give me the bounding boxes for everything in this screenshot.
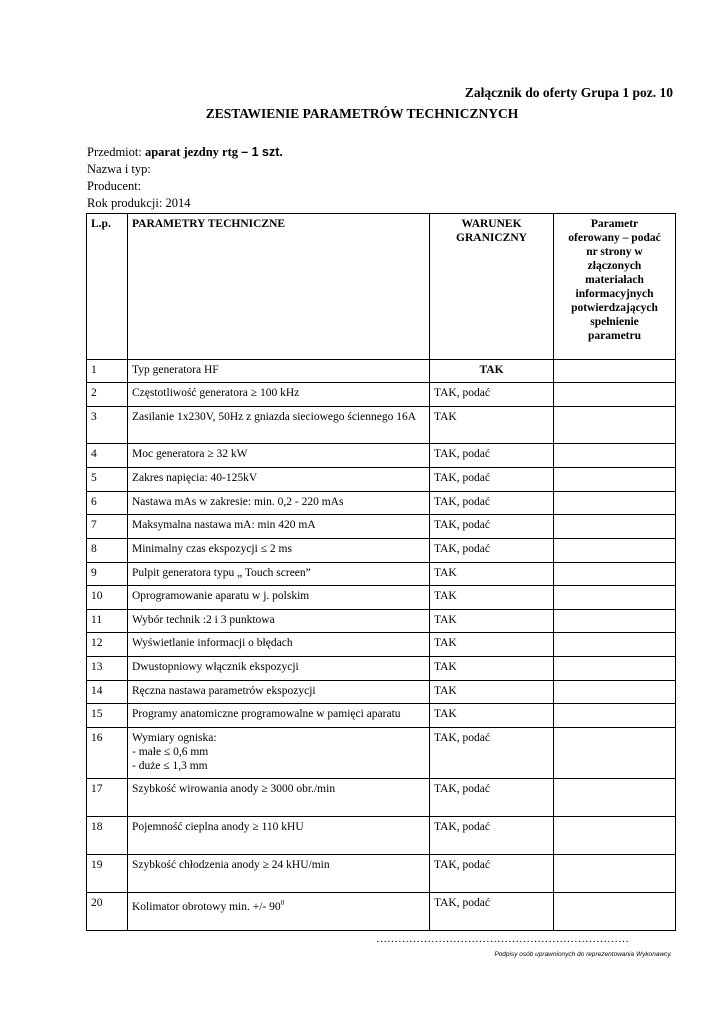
row-number: 4: [87, 444, 128, 468]
header-offered-line: materiałach: [585, 274, 644, 286]
row-condition: TAK: [430, 633, 554, 657]
subject-line: [87, 144, 283, 161]
row-parameter: Oprogramowanie aparatu w j. polskim: [128, 586, 430, 610]
row-number: 8: [87, 539, 128, 563]
row-parameter: Wybór technik :2 i 3 punktowa: [128, 610, 430, 633]
row-number: 13: [87, 657, 128, 681]
row-offered-input[interactable]: [554, 633, 676, 657]
row-parameter: Pulpit generatora typu „ Touch screen”: [128, 563, 430, 586]
row-offered-input[interactable]: [554, 586, 676, 610]
row-condition: TAK, podać: [430, 539, 554, 563]
table-row: [87, 563, 676, 586]
row-offered-input[interactable]: [554, 855, 676, 893]
row-offered-input[interactable]: [554, 893, 676, 931]
table-row: [87, 610, 676, 633]
row-condition: TAK, podać: [430, 468, 554, 492]
row-offered-input[interactable]: [554, 704, 676, 728]
row-condition: TAK, podać: [430, 492, 554, 515]
row-parameter: Szybkość wirowania anody ≥ 3000 obr./min: [128, 779, 430, 817]
row-number: 9: [87, 563, 128, 586]
table-row: [87, 728, 676, 779]
row-parameter: Częstotliwość generatora ≥ 100 kHz: [128, 383, 430, 407]
header-offered-line: spełnienie: [590, 316, 639, 328]
header-offered-line: informacyjnych: [575, 288, 654, 300]
row-offered-input[interactable]: [554, 515, 676, 539]
row-condition: TAK: [430, 407, 554, 444]
row-condition: TAK, podać: [430, 817, 554, 855]
row-parameter: Ręczna nastawa parametrów ekspozycji: [128, 681, 430, 704]
row-number: 16: [87, 728, 128, 779]
table-row: [87, 468, 676, 492]
row-condition: TAK, podać: [430, 444, 554, 468]
row-parameter: Typ generatora HF: [128, 360, 430, 383]
table-header-row: [87, 214, 676, 360]
table-row: [87, 444, 676, 468]
row-parameter-line: - duże ≤ 1,3 mm: [132, 760, 208, 772]
row-number: 7: [87, 515, 128, 539]
subject-label: Przedmiot:: [87, 145, 142, 159]
row-parameter: Wyświetlanie informacji o błędach: [128, 633, 430, 657]
row-number: 20: [87, 893, 128, 931]
row-number: 18: [87, 817, 128, 855]
row-condition: TAK: [430, 360, 554, 383]
row-offered-input[interactable]: [554, 444, 676, 468]
header-offered-line: parametru: [587, 330, 641, 342]
degree-superscript: 0: [280, 899, 285, 907]
row-parameter: [128, 893, 430, 931]
producer-label: Producent:: [87, 179, 142, 193]
row-offered-input[interactable]: [554, 779, 676, 817]
row-offered-input[interactable]: [554, 492, 676, 515]
row-parameter: Nastawa mAs w zakresie: min. 0,2 - 220 mAs: [128, 492, 430, 515]
header-offered: [554, 214, 676, 360]
row-offered-input[interactable]: [554, 657, 676, 681]
header-offered-line: oferowany – podać: [568, 232, 661, 244]
signature-caption: Podpisy osób uprawnionych do reprezentowania Wykonawcy.: [494, 951, 672, 958]
row-offered-input[interactable]: [554, 817, 676, 855]
row-offered-input[interactable]: [554, 563, 676, 586]
row-number: 3: [87, 407, 128, 444]
row-condition: TAK: [430, 610, 554, 633]
header-condition: [430, 214, 554, 360]
row-parameter: Zakres napięcia: 40-125kV: [128, 468, 430, 492]
row-offered-input[interactable]: [554, 610, 676, 633]
row-offered-input[interactable]: [554, 728, 676, 779]
row-condition: TAK, podać: [430, 728, 554, 779]
name-type-label: Nazwa i typ:: [87, 162, 151, 176]
row-number: 12: [87, 633, 128, 657]
row-condition: TAK, podać: [430, 779, 554, 817]
row-number: 14: [87, 681, 128, 704]
row-parameter: Programy anatomiczne programowalne w pamięci aparatu: [128, 704, 430, 728]
table-row: [87, 817, 676, 855]
row-parameter: Maksymalna nastawa mA: min 420 mA: [128, 515, 430, 539]
table-row: [87, 539, 676, 563]
row-parameter-text: Kolimator obrotowy min. +/- 90: [132, 900, 281, 913]
header-offered-line: złączonych: [587, 260, 642, 272]
table-row: [87, 515, 676, 539]
row-number: 19: [87, 855, 128, 893]
header-parameters: PARAMETRY TECHNICZNE: [128, 214, 430, 360]
signature-line: ……………………………………………………………: [376, 933, 629, 945]
document-title: ZESTAWIENIE PARAMETRÓW TECHNICZNYCH: [205, 106, 519, 121]
row-offered-input[interactable]: [554, 681, 676, 704]
row-number: 1: [87, 360, 128, 383]
table-row: [87, 360, 676, 383]
table-row: [87, 492, 676, 515]
header-offered-line: Parametr: [590, 218, 639, 230]
table-row: [87, 586, 676, 610]
header-lp: L.p.: [87, 214, 128, 360]
row-number: 17: [87, 779, 128, 817]
technical-parameters-table: [86, 213, 676, 931]
header-offered-line: nr strony w: [586, 246, 643, 258]
row-condition: TAK: [430, 563, 554, 586]
table-row: [87, 893, 676, 931]
table-row: [87, 407, 676, 444]
table-row: [87, 855, 676, 893]
annex-header: Załącznik do oferty Grupa 1 poz. 10: [464, 85, 673, 100]
row-number: 11: [87, 610, 128, 633]
row-parameter-line: - małe ≤ 0,6 mm: [132, 746, 209, 758]
row-number: 6: [87, 492, 128, 515]
row-offered-input[interactable]: [554, 360, 676, 383]
row-number: 15: [87, 704, 128, 728]
table-row: [87, 657, 676, 681]
table-row: [87, 779, 676, 817]
row-condition: TAK, podać: [430, 893, 554, 931]
row-condition: TAK: [430, 681, 554, 704]
row-condition: TAK: [430, 657, 554, 681]
row-condition: TAK, podać: [430, 855, 554, 893]
header-offered-line: potwierdzających: [571, 302, 658, 314]
row-parameter: [128, 728, 430, 779]
row-condition: TAK: [430, 704, 554, 728]
row-condition: TAK: [430, 586, 554, 610]
row-condition: TAK, podać: [430, 515, 554, 539]
row-offered-input[interactable]: [554, 383, 676, 407]
row-offered-input[interactable]: [554, 407, 676, 444]
header-condition-line1: WARUNEK: [461, 218, 522, 230]
production-year: Rok produkcji: 2014: [87, 196, 191, 210]
row-number: 5: [87, 468, 128, 492]
row-parameter: Dwustopniowy włącznik ekspozycji: [128, 657, 430, 681]
table-row: [87, 681, 676, 704]
row-condition: TAK, podać: [430, 383, 554, 407]
row-parameter: Moc generatora ≥ 32 kW: [128, 444, 430, 468]
subject-quantity: – 1 szt.: [241, 145, 283, 159]
row-offered-input[interactable]: [554, 468, 676, 492]
row-parameter: Zasilanie 1x230V, 50Hz z gniazda sieciowego ściennego 16A: [128, 407, 430, 444]
row-parameter: Pojemność cieplna anody ≥ 110 kHU: [128, 817, 430, 855]
row-parameter: Minimalny czas ekspozycji ≤ 2 ms: [128, 539, 430, 563]
row-offered-input[interactable]: [554, 539, 676, 563]
table-row: [87, 383, 676, 407]
header-condition-line2: GRANICZNY: [456, 232, 527, 244]
row-parameter-line: Wymiary ogniska:: [132, 732, 217, 744]
row-number: 10: [87, 586, 128, 610]
row-number: 2: [87, 383, 128, 407]
row-parameter: Szybkość chłodzenia anody ≥ 24 kHU/min: [128, 855, 430, 893]
subject-value: aparat jezdny rtg: [144, 145, 239, 159]
table-row: [87, 633, 676, 657]
table-row: [87, 704, 676, 728]
